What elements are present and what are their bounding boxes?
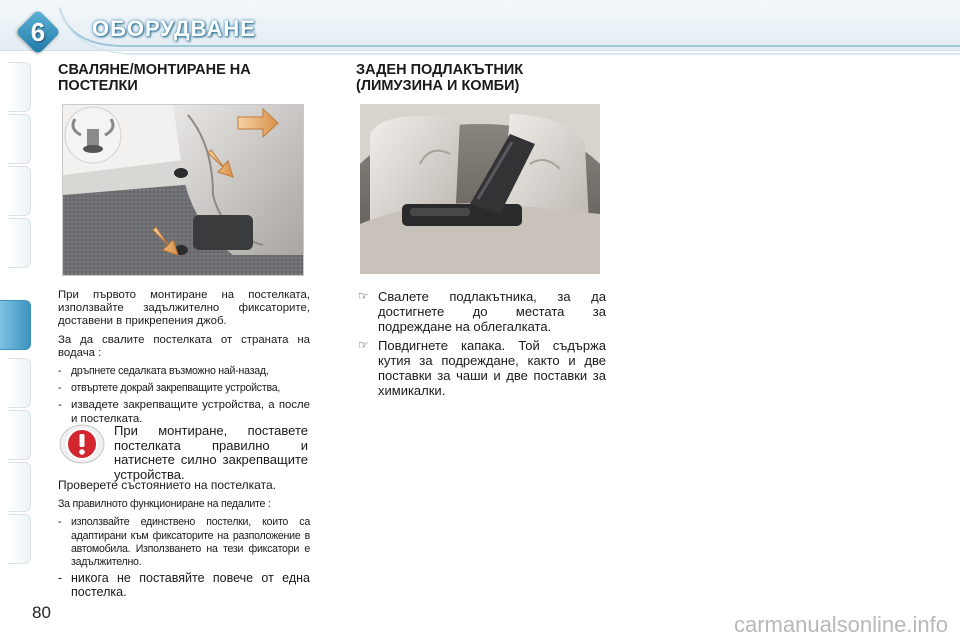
section-heading <box>356 62 608 94</box>
paragraph: При първото монтиране на постелката, използвайте задължително фиксаторите, доставени в прикрепения джоб. <box>58 289 310 328</box>
list-item-text: Свалете подлакътника, за да достигнете до местата за подреждане на облегалката. <box>378 289 606 334</box>
chapter-tab[interactable] <box>8 166 31 216</box>
paragraph: За да свалите постелката от страната на водача : <box>58 333 310 359</box>
list-item <box>358 338 606 398</box>
chapter-number: 6 <box>30 16 46 47</box>
watermark: carmanualsonline.info <box>733 612 948 637</box>
list-item-text: извадете закрепващите устройства, а после и постелката. <box>71 399 310 425</box>
pedal-rules-list <box>58 516 310 599</box>
removal-steps-list <box>58 365 310 426</box>
list-item: - използвайте единствено постелки, които са адаптирани към фиксаторите на разположение в автомобила. Използването на тези фиксатори е задължително. <box>58 516 310 569</box>
heading-line: СВАЛЯНЕ/МОНТИРАНЕ НА <box>58 62 251 78</box>
warning-icon <box>58 424 106 464</box>
list-item: - дръпнете седалката възможно най-назад, <box>58 365 269 378</box>
rear-armrest-photo <box>360 104 600 274</box>
heading-line: (ЛИМУЗИНА И КОМБИ) <box>356 78 520 94</box>
heading-line: ПОСТЕЛКИ <box>58 78 138 94</box>
hand-pointer-icon: ☞ <box>358 338 369 352</box>
paragraph: За правилното функциониране на педалите : <box>58 498 271 511</box>
list-item-text: никога не поставяйте повече от една постелка. <box>71 571 310 600</box>
chapter-tab[interactable] <box>8 462 31 512</box>
rear-armrest-section <box>356 62 608 94</box>
floor-mat-section <box>58 62 310 94</box>
warning-text: При монтиране, поставете постелката правилно и натиснете силно закрепващите устройства. <box>114 423 308 482</box>
chapter-tab[interactable] <box>8 358 31 408</box>
hand-pointer-icon: ☞ <box>358 289 369 303</box>
section-heading <box>58 62 310 94</box>
chapter-tab-active[interactable] <box>0 300 31 350</box>
chapter-tab[interactable] <box>8 410 31 460</box>
list-item-text: Повдигнете капака. Той съдържа кутия за подреждане, както и две поставки за чаши и две поставки за химикалки. <box>378 338 606 398</box>
floor-mat-fixing-photo <box>62 104 304 276</box>
chapter-tab[interactable] <box>8 114 31 164</box>
list-item: - никога не поставяйте повече от една постелка. <box>58 571 310 600</box>
chapter-tab[interactable] <box>8 62 31 112</box>
chapter-tab[interactable] <box>8 218 31 268</box>
list-item <box>358 289 606 334</box>
heading-line: ЗАДЕН ПОДЛАКЪТНИК <box>356 62 524 78</box>
list-item-text: отвъртете докрай закрепващите устройства, <box>71 382 281 395</box>
page-number: 80 <box>32 603 51 622</box>
list-item-text: използвайте единствено постелки, които са адаптирани към фиксаторите на разположение в автомобила. Използването на тези фиксатори е задължително. <box>71 516 310 569</box>
list-item: - извадете закрепващите устройства, а после и постелката. <box>58 399 310 425</box>
paragraph: Проверете състоянието на постелката. <box>58 478 276 492</box>
floor-mat-text <box>58 289 310 426</box>
pedal-safety-text <box>58 479 310 599</box>
list-item-text: дръпнете седалката възможно най-назад, <box>71 365 269 378</box>
armrest-instructions <box>358 289 606 398</box>
list-item: - отвъртете докрай закрепващите устройства, <box>58 382 281 395</box>
chapter-title: ОБОРУДВАНЕ <box>92 16 256 41</box>
chapter-tab[interactable] <box>8 514 31 564</box>
